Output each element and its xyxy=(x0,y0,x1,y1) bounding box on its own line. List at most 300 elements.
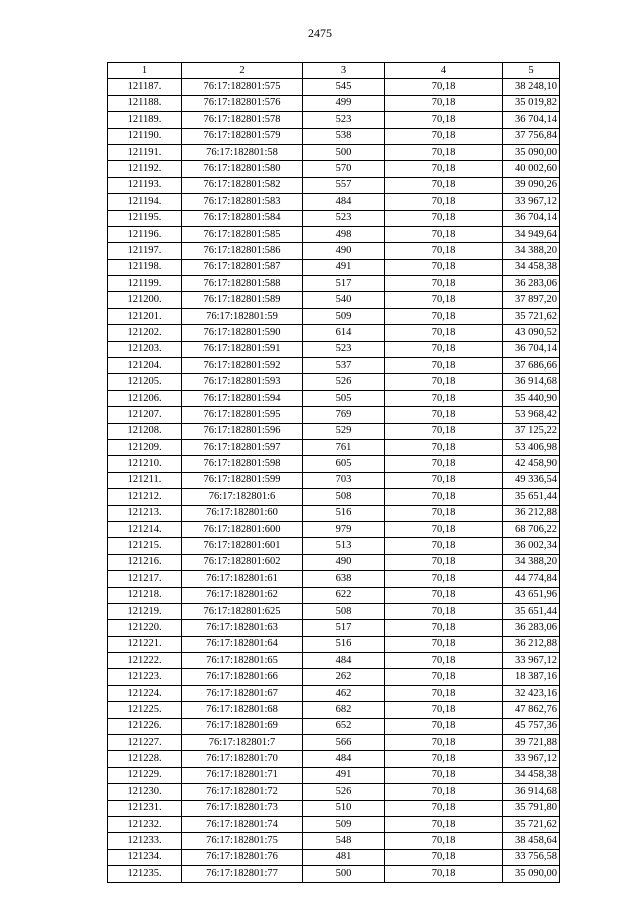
cadastral-number-cell: 76:17:182801:625 xyxy=(182,603,303,619)
row-number-cell: 121200. xyxy=(108,292,182,308)
value-cell: 49 336,54 xyxy=(503,472,560,488)
table-row xyxy=(108,816,560,832)
value-cell: 34 388,20 xyxy=(503,243,560,259)
area-cell: 566 xyxy=(303,735,385,751)
table-row xyxy=(108,341,560,357)
area-cell: 505 xyxy=(303,390,385,406)
row-number-cell: 121219. xyxy=(108,603,182,619)
area-cell: 517 xyxy=(303,620,385,636)
value-cell: 34 949,64 xyxy=(503,226,560,242)
value-cell: 34 458,38 xyxy=(503,259,560,275)
row-number-cell: 121191. xyxy=(108,144,182,160)
rate-cell: 70,18 xyxy=(385,767,503,783)
rate-cell: 70,18 xyxy=(385,243,503,259)
row-number-cell: 121205. xyxy=(108,374,182,390)
column-header-1: 1 xyxy=(108,63,182,79)
area-cell: 462 xyxy=(303,685,385,701)
cadastral-number-cell: 76:17:182801:597 xyxy=(182,439,303,455)
value-cell: 43 651,96 xyxy=(503,587,560,603)
cadastral-number-cell: 76:17:182801:66 xyxy=(182,669,303,685)
value-cell: 35 651,44 xyxy=(503,603,560,619)
area-cell: 761 xyxy=(303,439,385,455)
cadastral-number-cell: 76:17:182801:595 xyxy=(182,407,303,423)
area-cell: 540 xyxy=(303,292,385,308)
area-cell: 523 xyxy=(303,341,385,357)
cadastral-number-cell: 76:17:182801:69 xyxy=(182,718,303,734)
table-row xyxy=(108,128,560,144)
value-cell: 44 774,84 xyxy=(503,571,560,587)
table-row xyxy=(108,456,560,472)
rate-cell: 70,18 xyxy=(385,226,503,242)
area-cell: 523 xyxy=(303,112,385,128)
rate-cell: 70,18 xyxy=(385,603,503,619)
row-number-cell: 121208. xyxy=(108,423,182,439)
row-number-cell: 121214. xyxy=(108,521,182,537)
value-cell: 34 388,20 xyxy=(503,554,560,570)
rate-cell: 70,18 xyxy=(385,128,503,144)
area-cell: 481 xyxy=(303,849,385,865)
area-cell: 491 xyxy=(303,259,385,275)
table-row xyxy=(108,603,560,619)
rate-cell: 70,18 xyxy=(385,653,503,669)
rate-cell: 70,18 xyxy=(385,194,503,210)
rate-cell: 70,18 xyxy=(385,702,503,718)
rate-cell: 70,18 xyxy=(385,620,503,636)
table-row xyxy=(108,112,560,128)
cadastral-number-cell: 76:17:182801:594 xyxy=(182,390,303,406)
table-row xyxy=(108,439,560,455)
rate-cell: 70,18 xyxy=(385,423,503,439)
area-cell: 490 xyxy=(303,243,385,259)
cadastral-number-cell: 76:17:182801:76 xyxy=(182,849,303,865)
table-row xyxy=(108,358,560,374)
rate-cell: 70,18 xyxy=(385,751,503,767)
value-cell: 45 757,36 xyxy=(503,718,560,734)
row-number-cell: 121217. xyxy=(108,571,182,587)
area-cell: 769 xyxy=(303,407,385,423)
cadastral-number-cell: 76:17:182801:65 xyxy=(182,653,303,669)
area-cell: 498 xyxy=(303,226,385,242)
area-cell: 500 xyxy=(303,144,385,160)
cadastral-number-cell: 76:17:182801:63 xyxy=(182,620,303,636)
cadastral-number-cell: 76:17:182801:578 xyxy=(182,112,303,128)
rate-cell: 70,18 xyxy=(385,833,503,849)
value-cell: 33 967,12 xyxy=(503,194,560,210)
row-number-cell: 121227. xyxy=(108,735,182,751)
row-number-cell: 121190. xyxy=(108,128,182,144)
row-number-cell: 121226. xyxy=(108,718,182,734)
cadastral-number-cell: 76:17:182801:61 xyxy=(182,571,303,587)
table-header xyxy=(108,63,560,79)
value-cell: 33 967,12 xyxy=(503,653,560,669)
row-number-cell: 121222. xyxy=(108,653,182,669)
area-cell: 517 xyxy=(303,276,385,292)
cadastral-number-cell: 76:17:182801:587 xyxy=(182,259,303,275)
value-cell: 42 458,90 xyxy=(503,456,560,472)
value-cell: 37 125,22 xyxy=(503,423,560,439)
value-cell: 35 721,62 xyxy=(503,308,560,324)
cadastral-number-cell: 76:17:182801:58 xyxy=(182,144,303,160)
column-header-5: 5 xyxy=(503,63,560,79)
area-cell: 262 xyxy=(303,669,385,685)
value-cell: 36 283,06 xyxy=(503,276,560,292)
table-row xyxy=(108,653,560,669)
cadastral-number-cell: 76:17:182801:580 xyxy=(182,161,303,177)
area-cell: 484 xyxy=(303,751,385,767)
table-row xyxy=(108,849,560,865)
area-cell: 508 xyxy=(303,603,385,619)
table-body xyxy=(108,79,560,882)
cadastral-number-cell: 76:17:182801:67 xyxy=(182,685,303,701)
value-cell: 36 704,14 xyxy=(503,210,560,226)
cadastral-number-cell: 76:17:182801:589 xyxy=(182,292,303,308)
rate-cell: 70,18 xyxy=(385,587,503,603)
value-cell: 34 458,38 xyxy=(503,767,560,783)
table-row xyxy=(108,177,560,193)
cadastral-number-cell: 76:17:182801:7 xyxy=(182,735,303,751)
cadastral-number-cell: 76:17:182801:77 xyxy=(182,866,303,882)
table-row xyxy=(108,587,560,603)
value-cell: 47 862,76 xyxy=(503,702,560,718)
value-cell: 36 704,14 xyxy=(503,341,560,357)
table-row xyxy=(108,161,560,177)
row-number-cell: 121188. xyxy=(108,95,182,111)
value-cell: 32 423,16 xyxy=(503,685,560,701)
rate-cell: 70,18 xyxy=(385,685,503,701)
row-number-cell: 121228. xyxy=(108,751,182,767)
table-row xyxy=(108,259,560,275)
row-number-cell: 121202. xyxy=(108,325,182,341)
rate-cell: 70,18 xyxy=(385,866,503,882)
rate-cell: 70,18 xyxy=(385,390,503,406)
area-cell: 557 xyxy=(303,177,385,193)
table-row xyxy=(108,423,560,439)
cadastral-number-cell: 76:17:182801:585 xyxy=(182,226,303,242)
table-row xyxy=(108,702,560,718)
table-row xyxy=(108,866,560,882)
value-cell: 35 090,00 xyxy=(503,866,560,882)
table-row xyxy=(108,800,560,816)
area-cell: 638 xyxy=(303,571,385,587)
rate-cell: 70,18 xyxy=(385,489,503,505)
area-cell: 614 xyxy=(303,325,385,341)
rate-cell: 70,18 xyxy=(385,292,503,308)
row-number-cell: 121218. xyxy=(108,587,182,603)
cadastral-number-cell: 76:17:182801:583 xyxy=(182,194,303,210)
rate-cell: 70,18 xyxy=(385,849,503,865)
rate-cell: 70,18 xyxy=(385,210,503,226)
rate-cell: 70,18 xyxy=(385,358,503,374)
row-number-cell: 121216. xyxy=(108,554,182,570)
rate-cell: 70,18 xyxy=(385,636,503,652)
cadastral-number-cell: 76:17:182801:586 xyxy=(182,243,303,259)
value-cell: 40 002,60 xyxy=(503,161,560,177)
column-header-2: 2 xyxy=(182,63,303,79)
table-row xyxy=(108,144,560,160)
value-cell: 35 019,82 xyxy=(503,95,560,111)
cadastral-number-cell: 76:17:182801:596 xyxy=(182,423,303,439)
table-row xyxy=(108,308,560,324)
row-number-cell: 121207. xyxy=(108,407,182,423)
rate-cell: 70,18 xyxy=(385,374,503,390)
cadastral-number-cell: 76:17:182801:64 xyxy=(182,636,303,652)
table-row xyxy=(108,472,560,488)
rate-cell: 70,18 xyxy=(385,735,503,751)
cadastral-number-cell: 76:17:182801:598 xyxy=(182,456,303,472)
table-row xyxy=(108,95,560,111)
table-row xyxy=(108,767,560,783)
value-cell: 36 212,88 xyxy=(503,636,560,652)
row-number-cell: 121230. xyxy=(108,784,182,800)
cadastral-number-cell: 76:17:182801:599 xyxy=(182,472,303,488)
cadastral-number-cell: 76:17:182801:601 xyxy=(182,538,303,554)
value-cell: 53 406,98 xyxy=(503,439,560,455)
rate-cell: 70,18 xyxy=(385,95,503,111)
table-row xyxy=(108,505,560,521)
area-cell: 652 xyxy=(303,718,385,734)
area-cell: 510 xyxy=(303,800,385,816)
row-number-cell: 121197. xyxy=(108,243,182,259)
row-number-cell: 121234. xyxy=(108,849,182,865)
rate-cell: 70,18 xyxy=(385,276,503,292)
rate-cell: 70,18 xyxy=(385,800,503,816)
rate-cell: 70,18 xyxy=(385,112,503,128)
area-cell: 703 xyxy=(303,472,385,488)
cadastral-number-cell: 76:17:182801:575 xyxy=(182,79,303,95)
rate-cell: 70,18 xyxy=(385,308,503,324)
column-header-4: 4 xyxy=(385,63,503,79)
area-cell: 491 xyxy=(303,767,385,783)
rate-cell: 70,18 xyxy=(385,669,503,685)
column-header-3: 3 xyxy=(303,63,385,79)
area-cell: 605 xyxy=(303,456,385,472)
row-number-cell: 121198. xyxy=(108,259,182,275)
cadastral-number-cell: 76:17:182801:75 xyxy=(182,833,303,849)
table-row xyxy=(108,620,560,636)
row-number-cell: 121232. xyxy=(108,816,182,832)
value-cell: 68 706,22 xyxy=(503,521,560,537)
value-cell: 35 721,62 xyxy=(503,816,560,832)
row-number-cell: 121201. xyxy=(108,308,182,324)
area-cell: 508 xyxy=(303,489,385,505)
row-number-cell: 121229. xyxy=(108,767,182,783)
row-number-cell: 121193. xyxy=(108,177,182,193)
row-number-cell: 121225. xyxy=(108,702,182,718)
row-number-cell: 121221. xyxy=(108,636,182,652)
rate-cell: 70,18 xyxy=(385,341,503,357)
rate-cell: 70,18 xyxy=(385,521,503,537)
value-cell: 35 651,44 xyxy=(503,489,560,505)
value-cell: 18 387,16 xyxy=(503,669,560,685)
cadastral-number-cell: 76:17:182801:60 xyxy=(182,505,303,521)
table-row xyxy=(108,571,560,587)
cadastral-number-cell: 76:17:182801:579 xyxy=(182,128,303,144)
table-row xyxy=(108,521,560,537)
data-table xyxy=(107,62,560,883)
row-number-cell: 121215. xyxy=(108,538,182,554)
rate-cell: 70,18 xyxy=(385,718,503,734)
rate-cell: 70,18 xyxy=(385,407,503,423)
row-number-cell: 121195. xyxy=(108,210,182,226)
row-number-cell: 121233. xyxy=(108,833,182,849)
rate-cell: 70,18 xyxy=(385,472,503,488)
value-cell: 33 967,12 xyxy=(503,751,560,767)
cadastral-number-cell: 76:17:182801:592 xyxy=(182,358,303,374)
value-cell: 35 791,80 xyxy=(503,800,560,816)
table-row xyxy=(108,751,560,767)
area-cell: 513 xyxy=(303,538,385,554)
table-row xyxy=(108,226,560,242)
header-row xyxy=(108,63,560,79)
cadastral-number-cell: 76:17:182801:70 xyxy=(182,751,303,767)
row-number-cell: 121187. xyxy=(108,79,182,95)
cadastral-number-cell: 76:17:182801:68 xyxy=(182,702,303,718)
row-number-cell: 121189. xyxy=(108,112,182,128)
cadastral-number-cell: 76:17:182801:582 xyxy=(182,177,303,193)
cadastral-number-cell: 76:17:182801:590 xyxy=(182,325,303,341)
rate-cell: 70,18 xyxy=(385,79,503,95)
value-cell: 43 090,52 xyxy=(503,325,560,341)
area-cell: 509 xyxy=(303,308,385,324)
cadastral-number-cell: 76:17:182801:593 xyxy=(182,374,303,390)
rate-cell: 70,18 xyxy=(385,784,503,800)
rate-cell: 70,18 xyxy=(385,456,503,472)
cadastral-number-cell: 76:17:182801:59 xyxy=(182,308,303,324)
cadastral-number-cell: 76:17:182801:600 xyxy=(182,521,303,537)
row-number-cell: 121209. xyxy=(108,439,182,455)
value-cell: 37 756,84 xyxy=(503,128,560,144)
area-cell: 545 xyxy=(303,79,385,95)
area-cell: 499 xyxy=(303,95,385,111)
value-cell: 39 721,88 xyxy=(503,735,560,751)
table-row xyxy=(108,489,560,505)
cadastral-number-cell: 76:17:182801:72 xyxy=(182,784,303,800)
table-row xyxy=(108,735,560,751)
area-cell: 490 xyxy=(303,554,385,570)
value-cell: 36 914,68 xyxy=(503,374,560,390)
value-cell: 38 458,64 xyxy=(503,833,560,849)
area-cell: 526 xyxy=(303,784,385,800)
row-number-cell: 121220. xyxy=(108,620,182,636)
row-number-cell: 121210. xyxy=(108,456,182,472)
cadastral-number-cell: 76:17:182801:576 xyxy=(182,95,303,111)
rate-cell: 70,18 xyxy=(385,177,503,193)
rate-cell: 70,18 xyxy=(385,571,503,587)
area-cell: 484 xyxy=(303,653,385,669)
value-cell: 53 968,42 xyxy=(503,407,560,423)
table-row xyxy=(108,669,560,685)
cadastral-number-cell: 76:17:182801:71 xyxy=(182,767,303,783)
row-number-cell: 121211. xyxy=(108,472,182,488)
value-cell: 35 090,00 xyxy=(503,144,560,160)
value-cell: 36 283,06 xyxy=(503,620,560,636)
value-cell: 33 756,58 xyxy=(503,849,560,865)
table-row xyxy=(108,374,560,390)
table-row xyxy=(108,292,560,308)
table-row xyxy=(108,194,560,210)
row-number-cell: 121206. xyxy=(108,390,182,406)
table-row xyxy=(108,276,560,292)
table-row xyxy=(108,718,560,734)
value-cell: 36 914,68 xyxy=(503,784,560,800)
row-number-cell: 121204. xyxy=(108,358,182,374)
rate-cell: 70,18 xyxy=(385,816,503,832)
area-cell: 516 xyxy=(303,636,385,652)
row-number-cell: 121196. xyxy=(108,226,182,242)
table-row xyxy=(108,243,560,259)
area-cell: 516 xyxy=(303,505,385,521)
table-row xyxy=(108,407,560,423)
value-cell: 35 440,90 xyxy=(503,390,560,406)
row-number-cell: 121192. xyxy=(108,161,182,177)
rate-cell: 70,18 xyxy=(385,325,503,341)
table-row xyxy=(108,538,560,554)
rate-cell: 70,18 xyxy=(385,538,503,554)
area-cell: 622 xyxy=(303,587,385,603)
row-number-cell: 121199. xyxy=(108,276,182,292)
area-cell: 548 xyxy=(303,833,385,849)
row-number-cell: 121213. xyxy=(108,505,182,521)
cadastral-number-cell: 76:17:182801:588 xyxy=(182,276,303,292)
area-cell: 529 xyxy=(303,423,385,439)
area-cell: 484 xyxy=(303,194,385,210)
rate-cell: 70,18 xyxy=(385,554,503,570)
table-row xyxy=(108,210,560,226)
table-row xyxy=(108,833,560,849)
row-number-cell: 121194. xyxy=(108,194,182,210)
area-cell: 500 xyxy=(303,866,385,882)
table-row xyxy=(108,685,560,701)
value-cell: 36 212,88 xyxy=(503,505,560,521)
row-number-cell: 121212. xyxy=(108,489,182,505)
page-number: 2475 xyxy=(308,26,332,40)
value-cell: 38 248,10 xyxy=(503,79,560,95)
rate-cell: 70,18 xyxy=(385,439,503,455)
cadastral-number-cell: 76:17:182801:584 xyxy=(182,210,303,226)
cadastral-number-cell: 76:17:182801:73 xyxy=(182,800,303,816)
row-number-cell: 121224. xyxy=(108,685,182,701)
table-row xyxy=(108,390,560,406)
area-cell: 526 xyxy=(303,374,385,390)
row-number-cell: 121235. xyxy=(108,866,182,882)
rate-cell: 70,18 xyxy=(385,144,503,160)
value-cell: 39 090,26 xyxy=(503,177,560,193)
table-row xyxy=(108,554,560,570)
table-row xyxy=(108,325,560,341)
area-cell: 537 xyxy=(303,358,385,374)
rate-cell: 70,18 xyxy=(385,259,503,275)
area-cell: 509 xyxy=(303,816,385,832)
area-cell: 682 xyxy=(303,702,385,718)
cadastral-number-cell: 76:17:182801:6 xyxy=(182,489,303,505)
value-cell: 36 704,14 xyxy=(503,112,560,128)
value-cell: 37 686,66 xyxy=(503,358,560,374)
area-cell: 523 xyxy=(303,210,385,226)
rate-cell: 70,18 xyxy=(385,161,503,177)
table-row xyxy=(108,784,560,800)
cadastral-number-cell: 76:17:182801:74 xyxy=(182,816,303,832)
area-cell: 538 xyxy=(303,128,385,144)
rate-cell: 70,18 xyxy=(385,505,503,521)
table-row xyxy=(108,636,560,652)
value-cell: 37 897,20 xyxy=(503,292,560,308)
row-number-cell: 121203. xyxy=(108,341,182,357)
value-cell: 36 002,34 xyxy=(503,538,560,554)
row-number-cell: 121223. xyxy=(108,669,182,685)
area-cell: 979 xyxy=(303,521,385,537)
area-cell: 570 xyxy=(303,161,385,177)
cadastral-number-cell: 76:17:182801:591 xyxy=(182,341,303,357)
